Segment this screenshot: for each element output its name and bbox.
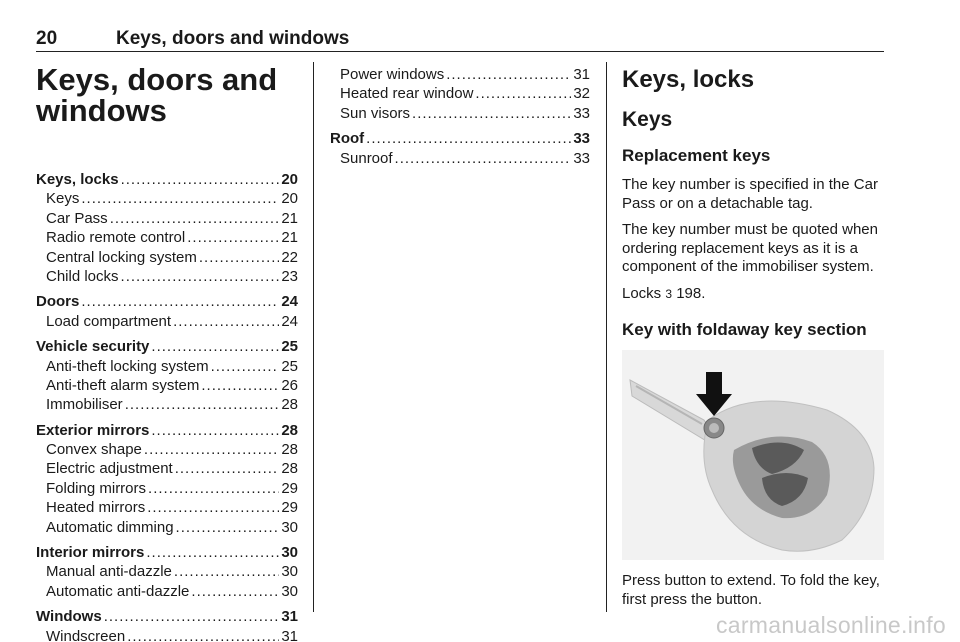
toc-dot-leader	[199, 248, 279, 267]
toc-dot-leader	[173, 312, 279, 331]
toc-entry-label: Central locking system	[46, 248, 197, 266]
toc-entry-page: 22	[281, 248, 298, 266]
toc-entry-page: 25	[281, 357, 298, 375]
toc-column-1	[36, 170, 298, 642]
toc-entry-page: 28	[281, 396, 298, 414]
toc-entry-page: 33	[573, 149, 590, 167]
toc-entry[interactable]	[36, 376, 298, 395]
toc-entry[interactable]	[36, 518, 298, 537]
toc-entry-label: Convex shape	[46, 441, 142, 459]
toc-entry[interactable]	[36, 582, 298, 601]
toc-entry-page: 23	[281, 267, 298, 285]
toc-entry-label: Power windows	[340, 66, 445, 83]
toc-entry-page: 25	[281, 338, 298, 356]
arrow-ref-icon: 3	[665, 286, 673, 301]
toc-section-entry[interactable]	[36, 170, 298, 189]
watermark: carmanualsonline.info	[715, 612, 946, 638]
content-column	[622, 64, 890, 342]
toc-entry-page: 28	[281, 460, 298, 478]
toc-entry-label: Doors	[36, 293, 80, 311]
toc-dot-leader	[211, 357, 280, 376]
toc-entry-page: 24	[281, 312, 298, 330]
toc-entry-page: 33	[573, 130, 590, 148]
header-title: Keys, doors and windows	[116, 28, 350, 49]
toc-entry-label: Interior mirrors	[36, 544, 145, 562]
toc-entry-page: 32	[573, 85, 590, 103]
toc-dot-leader	[104, 607, 280, 626]
toc-entry-label: Keys, locks	[36, 171, 119, 188]
toc-entry-page: 29	[281, 499, 298, 517]
toc-entry[interactable]	[36, 312, 298, 331]
toc-dot-leader	[144, 440, 279, 459]
toc-entry-page: 21	[281, 229, 298, 247]
toc-entry-page: 20	[281, 190, 298, 208]
toc-entry[interactable]	[330, 149, 590, 168]
toc-entry-page: 29	[281, 479, 298, 497]
toc-entry-page: 30	[281, 563, 298, 581]
toc-entry-page: 30	[281, 544, 298, 562]
paragraph-quote-key: The key number must be quoted when ordering replacement keys as it is a component of the immobiliser system.	[622, 221, 878, 276]
toc-dot-leader	[125, 395, 280, 414]
toc-entry-page: 24	[281, 293, 298, 311]
subsection-title: Keys	[622, 108, 673, 131]
toc-entry[interactable]	[36, 479, 298, 498]
toc-dot-leader	[151, 337, 279, 356]
toc-entry-label: Windows	[36, 608, 102, 626]
toc-entry-page: 31	[573, 66, 590, 83]
figure-caption: Press button to extend. To fold the key, first press the button.	[622, 572, 880, 608]
toc-entry[interactable]	[36, 267, 298, 286]
toc-entry-page: 26	[281, 376, 298, 394]
toc-entry-page: 28	[281, 441, 298, 459]
toc-entry-label: Windscreen	[46, 627, 126, 642]
toc-entry-label: Heated mirrors	[46, 499, 146, 517]
toc-entry-page: 30	[281, 518, 298, 536]
toc-section-entry[interactable]	[330, 129, 590, 148]
foldaway-key-heading: Key with foldaway key section	[622, 319, 867, 339]
toc-dot-leader	[174, 562, 279, 581]
toc-entry-label: Anti-theft locking system	[46, 357, 209, 375]
toc-entry-label: Child locks	[46, 267, 119, 285]
locks-ref-page: 198.	[676, 284, 706, 302]
toc-dot-leader	[395, 149, 572, 168]
key-illustration	[622, 350, 884, 560]
toc-entry[interactable]	[330, 104, 590, 123]
column-divider-2	[606, 62, 607, 612]
toc-entry-label: Anti-theft alarm system	[46, 376, 200, 394]
toc-dot-leader	[412, 104, 571, 123]
toc-section-entry[interactable]	[36, 337, 298, 356]
toc-entry[interactable]	[36, 498, 298, 517]
toc-entry-label: Automatic anti-dazzle	[46, 582, 190, 600]
toc-entry-page: 30	[281, 582, 298, 600]
toc-entry-page: 33	[573, 104, 590, 122]
toc-entry-label: Folding mirrors	[46, 479, 147, 497]
toc-entry-label: Load compartment	[46, 312, 172, 330]
toc-section-entry[interactable]	[36, 421, 298, 440]
toc-entry-label: Radio remote control	[46, 229, 186, 247]
toc-entry[interactable]	[36, 357, 298, 376]
toc-dot-leader	[151, 421, 279, 440]
toc-entry-label: Vehicle security	[36, 338, 150, 356]
toc-entry[interactable]	[330, 65, 590, 84]
toc-entry-label: Manual anti-dazzle	[46, 563, 172, 581]
toc-dot-leader	[176, 518, 280, 537]
toc-section-entry[interactable]	[36, 543, 298, 562]
toc-entry-label: Automatic dimming	[46, 518, 174, 536]
toc-entry-label: Sun visors	[340, 104, 411, 122]
toc-entry-page: 21	[281, 209, 298, 227]
toc-dot-leader	[146, 543, 279, 562]
toc-dot-leader	[148, 479, 279, 498]
toc-dot-leader	[475, 84, 571, 103]
toc-entry-label: Roof	[330, 130, 365, 148]
paragraph-key-number: The key number is specified in the Car Pass or on a detachable tag.	[622, 176, 878, 212]
toc-entry[interactable]	[36, 627, 298, 642]
toc-entry[interactable]	[36, 440, 298, 459]
toc-entry-label: Exterior mirrors	[36, 421, 150, 439]
toc-entry-page: 20	[281, 171, 298, 188]
toc-entry-label: Electric adjustment	[46, 460, 173, 478]
toc-entry-label: Sunroof	[340, 149, 393, 167]
toc-entry[interactable]	[36, 395, 298, 414]
toc-entry-label: Heated rear window	[340, 85, 474, 103]
column-divider-1	[313, 62, 314, 612]
toc-entry[interactable]	[36, 228, 298, 247]
toc-column-2	[330, 65, 590, 168]
toc-dot-leader	[127, 627, 279, 642]
toc-dot-leader	[191, 582, 279, 601]
toc-entry[interactable]	[36, 562, 298, 581]
section-title: Keys, locks	[622, 66, 755, 93]
toc-dot-leader	[121, 267, 280, 286]
toc-entry-page: 31	[281, 608, 298, 626]
toc-entry-page: 31	[281, 627, 298, 642]
toc-entry[interactable]	[36, 209, 298, 228]
replacement-keys-heading: Replacement keys	[622, 146, 771, 165]
locks-ref-text: Locks	[622, 284, 662, 302]
page-header	[36, 28, 884, 52]
toc-dot-leader	[81, 292, 279, 311]
toc-dot-leader	[110, 209, 280, 228]
toc-entry[interactable]	[36, 189, 298, 208]
toc-section-entry[interactable]	[36, 292, 298, 311]
locks-reference[interactable]	[622, 285, 890, 304]
toc-dot-leader	[187, 228, 279, 247]
toc-entry[interactable]	[36, 459, 298, 478]
toc-entry-label: Car Pass	[46, 209, 108, 227]
toc-entry-page: 28	[281, 421, 298, 439]
toc-dot-leader	[366, 129, 571, 148]
chapter-title: Keys, doors and windows	[36, 62, 278, 128]
toc-entry[interactable]	[36, 248, 298, 267]
toc-dot-leader	[175, 459, 280, 478]
toc-dot-leader	[147, 498, 279, 517]
toc-entry[interactable]	[330, 84, 590, 103]
toc-dot-leader	[446, 65, 571, 84]
toc-dot-leader	[121, 170, 280, 189]
toc-dot-leader	[201, 376, 279, 395]
toc-entry-label: Immobiliser	[46, 396, 123, 414]
toc-dot-leader	[81, 189, 279, 208]
toc-section-entry[interactable]	[36, 607, 298, 626]
toc-entry-label: Keys	[46, 190, 80, 208]
car-key-icon	[622, 350, 884, 560]
page-number: 20	[36, 28, 58, 49]
